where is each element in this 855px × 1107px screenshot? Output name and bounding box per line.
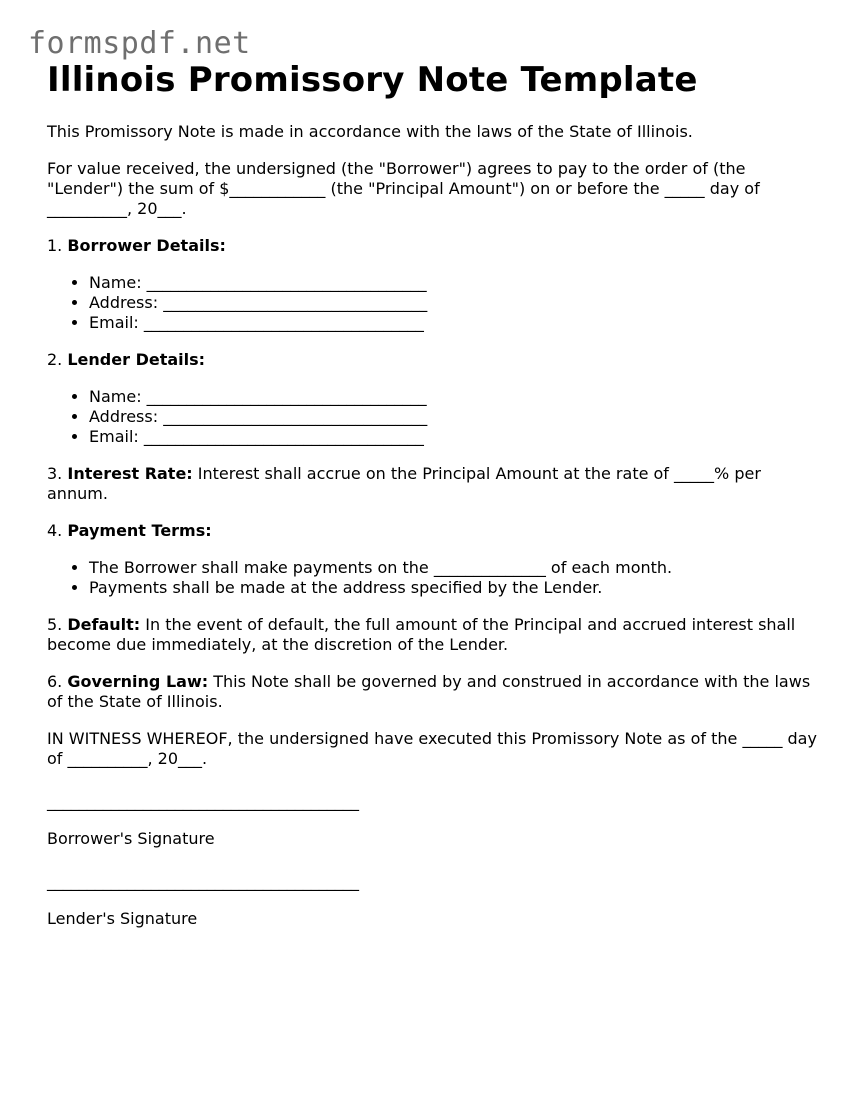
section-number: 3. [47,464,68,483]
section-number: 6. [47,672,68,691]
intro-paragraph: This Promissory Note is made in accordance with the laws of the State of Illinois. [47,122,693,141]
borrower-details-list [47,273,822,333]
payment-terms-list [47,558,822,598]
section-number: 2. [47,350,68,369]
value-paragraph: For value received, the undersigned (the "Borrower") agrees to pay to the order of (the "Lender") the sum of $____________ (the "Principal Amount") on or before the _____ day of __________, 20___. [47,159,760,218]
section-text: In the event of default, the full amount of the Principal and accrued interest shall become due immediately, at the discretion of the Lender. [47,615,796,654]
lender-signature-line: _______________________________________ [47,872,359,891]
section-governing-law [47,672,822,712]
lender-email-field: • Email: ___________________________________ [89,427,822,447]
section-heading: Payment Terms: [67,521,212,540]
section-borrower-heading [47,236,822,256]
borrower-name-field: • Name: ___________________________________ [89,273,822,293]
section-lender-heading [47,350,822,370]
borrower-email-field: • Email: ___________________________________ [89,313,822,333]
section-number: 1. [47,236,68,255]
borrower-address-field: • Address: _________________________________ [89,293,822,313]
section-heading: Default: [67,615,141,634]
section-heading: Interest Rate: [67,464,193,483]
borrower-signature-label: Borrower's Signature [47,829,215,848]
section-interest-rate [47,464,822,504]
section-default [47,615,822,655]
document-body [47,58,822,929]
witness-paragraph: IN WITNESS WHEREOF, the undersigned have executed this Promissory Note as of the _____ day of __________, 20___. [47,729,817,768]
section-text: This Note shall be governed by and construed in accordance with the laws of the State of Illinois. [47,672,811,711]
section-heading: Lender Details: [67,350,206,369]
section-text: Interest shall accrue on the Principal Amount at the rate of _____% per annum. [47,464,761,503]
section-number: 5. [47,615,68,634]
list-item: • Payments shall be made at the address specified by the Lender. [89,578,822,598]
lender-name-field: • Name: ___________________________________ [89,387,822,407]
section-number: 4. [47,521,68,540]
lender-details-list [47,387,822,447]
section-heading: Borrower Details: [67,236,226,255]
section-payment-heading [47,521,822,541]
section-heading: Governing Law: [67,672,209,691]
watermark: formspdf.net [28,26,251,61]
borrower-signature-line: _______________________________________ [47,792,359,811]
lender-signature-label: Lender's Signature [47,909,198,928]
page-title: Illinois Promissory Note Template [47,60,698,100]
list-item: • The Borrower shall make payments on the ______________ of each month. [89,558,822,578]
lender-address-field: • Address: _________________________________ [89,407,822,427]
